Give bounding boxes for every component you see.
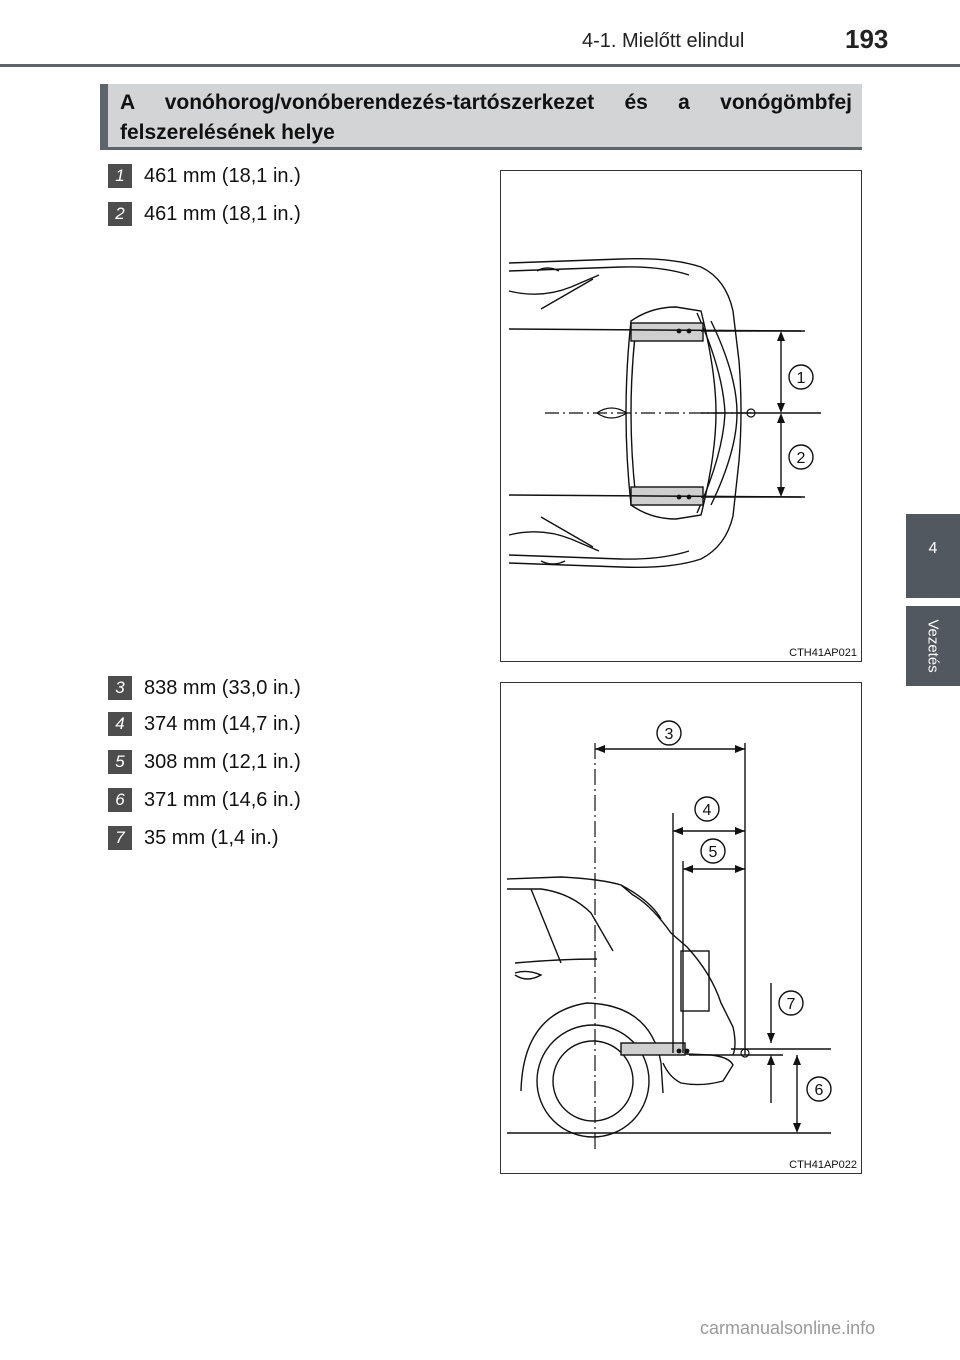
- chapter-label-text: Vezetés: [924, 619, 942, 673]
- chapter-tab-label[interactable]: [906, 606, 960, 686]
- item-number-badge: 4: [108, 712, 132, 736]
- callout-label: 7: [786, 996, 796, 1013]
- callout-label: 3: [664, 726, 674, 743]
- callout-label: 2: [796, 450, 806, 467]
- callout-label: 5: [708, 844, 718, 861]
- header-rule: [0, 64, 960, 67]
- item-text: 461 mm (18,1 in.): [144, 203, 301, 225]
- chapter-tab-number: 4: [928, 540, 938, 557]
- section-heading: [100, 84, 862, 150]
- figure-top-view: [500, 170, 862, 662]
- item-text: 374 mm (14,7 in.): [144, 713, 301, 735]
- section-heading-line2: felszerelésének helye: [120, 121, 335, 144]
- item-text: 308 mm (12,1 in.): [144, 751, 301, 773]
- page-number: 193: [845, 24, 889, 54]
- figure-side-view: [500, 682, 862, 1174]
- watermark: carmanualsonline.info: [700, 1318, 876, 1338]
- section-heading-line1: A vonóhorog/vonóberendezés-tartószerkezet és a vonógömbfej: [120, 91, 852, 114]
- item-text: 461 mm (18,1 in.): [144, 165, 301, 187]
- item-number-badge: 3: [108, 676, 132, 700]
- header-section-title: 4-1. Mielőtt elindul: [582, 30, 745, 52]
- callout-label: 6: [814, 1082, 824, 1099]
- figure-code: CTH41AP021: [789, 647, 857, 659]
- callout-label: 1: [796, 370, 806, 387]
- callout-label: 4: [702, 802, 712, 819]
- item-number-badge: 1: [108, 164, 132, 188]
- item-text: 838 mm (33,0 in.): [144, 677, 301, 699]
- item-text: 371 mm (14,6 in.): [144, 789, 301, 811]
- top-view-illustration: [501, 171, 861, 661]
- item-text: 35 mm (1,4 in.): [144, 827, 279, 849]
- item-number-badge: 2: [108, 202, 132, 226]
- side-view-illustration: [501, 683, 861, 1173]
- figure-code: CTH41AP022: [789, 1159, 857, 1171]
- item-number-badge: 6: [108, 788, 132, 812]
- item-number-badge: 7: [108, 826, 132, 850]
- item-number-badge: 5: [108, 750, 132, 774]
